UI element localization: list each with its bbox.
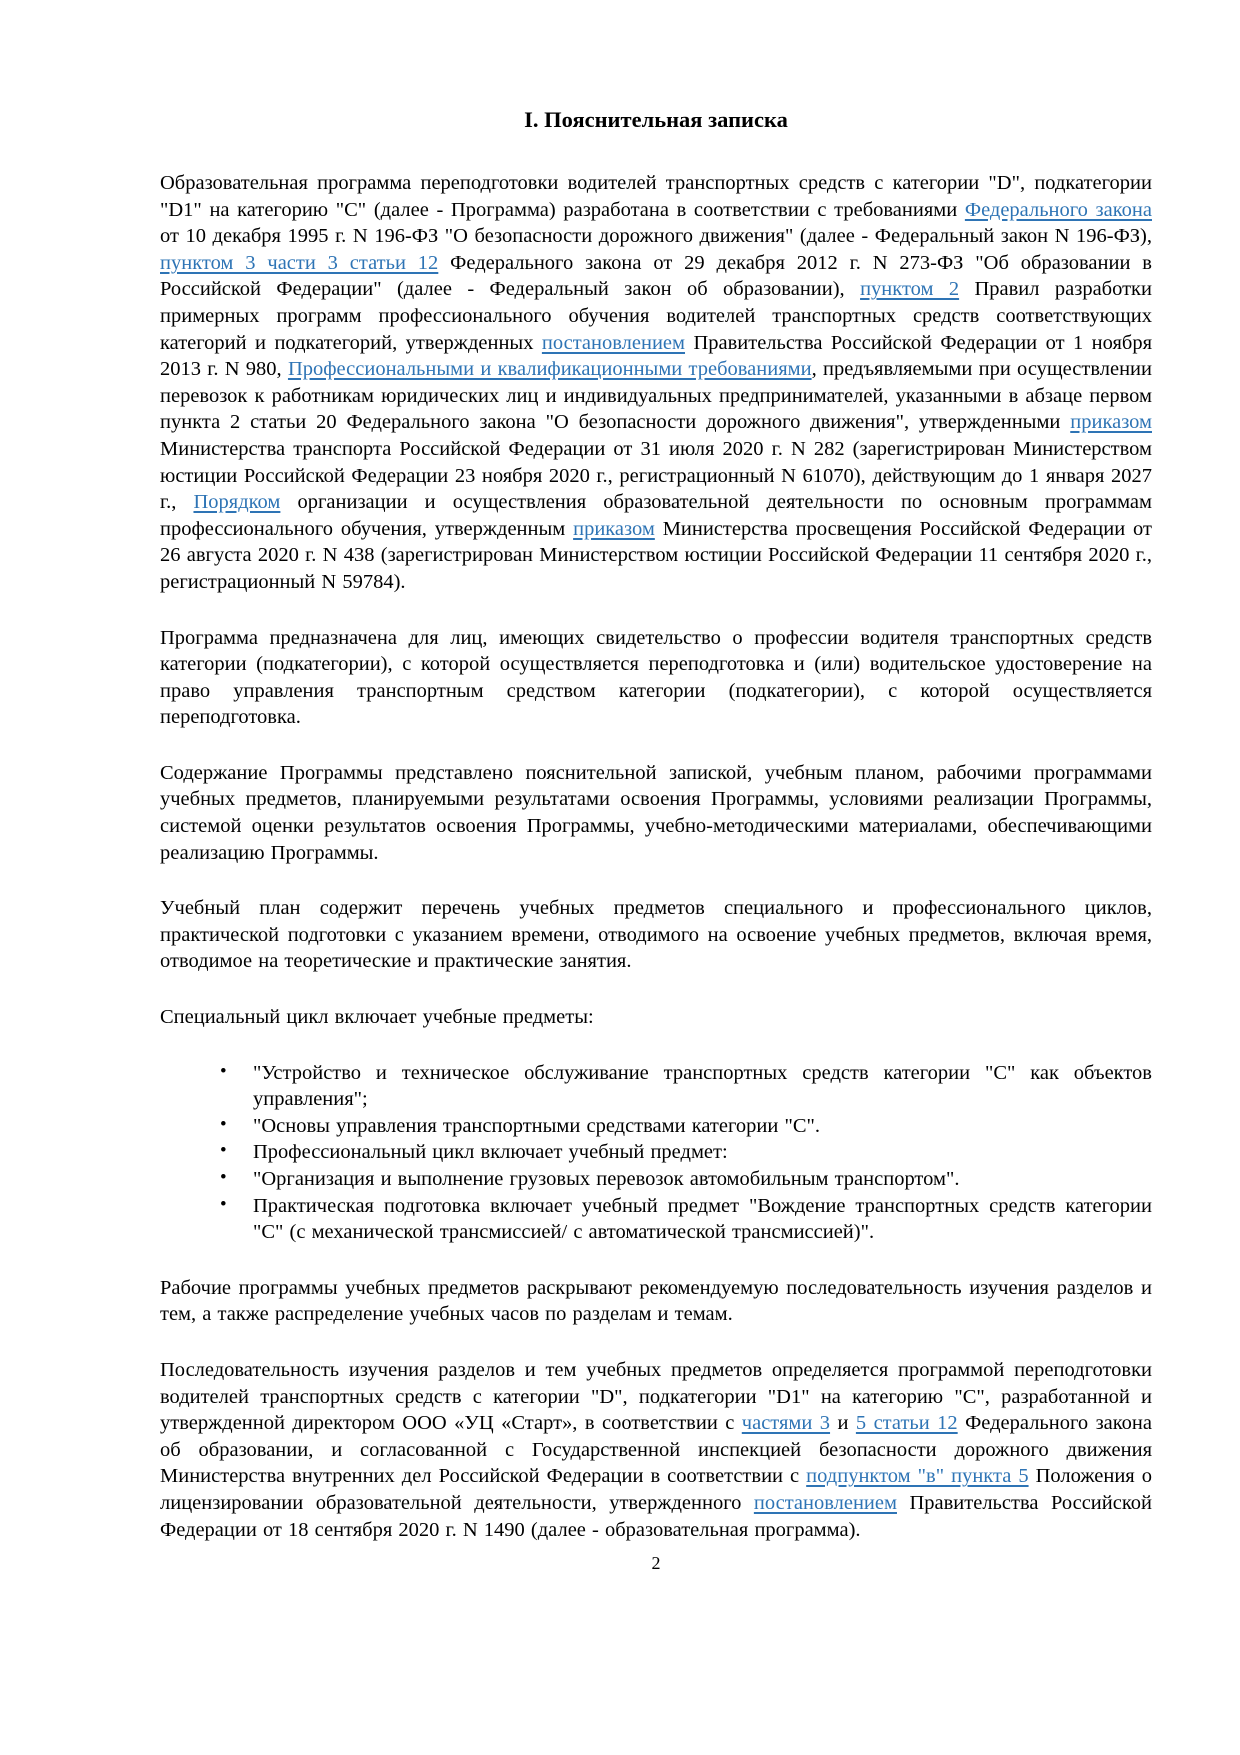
list-item	[220, 1166, 1152, 1193]
text-run: Федерального закона об образовании, и согласованной с Государственной инспекцией безопасности дорожного движения Министерства внутренних дел Российской Федерации в соответствии с	[160, 1412, 1153, 1488]
text-run: Правил разработки примерных программ профессионального обучения водителей транспортных средств соответствующих категорий и подкатегорий, утвержденных	[160, 278, 1152, 354]
paragraph-work-programs: Рабочие программы учебных предметов раскрывают рекомендуемую последовательность изучения разделов и тем, а также распределение учебных часов по разделам и темам.	[160, 1276, 1152, 1326]
paragraph-curriculum-plan: Учебный план содержит перечень учебных предметов специального и профессионального циклов, практической подготовки с указанием времени, отводимого на освоение учебных предметов, включая время, отводимое на теоретические и практические занятия.	[160, 897, 1152, 973]
text-run: Положения о лицензировании образовательной деятельности, утвержденного	[160, 1465, 1152, 1514]
inline-link[interactable]: приказом	[1070, 411, 1152, 434]
list-item-text: "Устройство и техническое обслуживание транспортных средств категории "С" как объектов управления";	[253, 1061, 1152, 1111]
list-item	[220, 1113, 1152, 1140]
inline-link[interactable]: постановлением	[541, 331, 686, 354]
list-item-text: "Основы управления транспортными средствами категории "С".	[253, 1114, 820, 1137]
inline-link[interactable]: Федерального закона	[964, 198, 1152, 221]
text-run: от 10 декабря 1995 г. N 196-ФЗ "О безопасности дорожного движения" (далее - Федеральный закон N 196-ФЗ),	[160, 225, 1152, 248]
text-run: Правительства Российской Федерации от 1 ноября 2013 г. N 980,	[160, 331, 1152, 381]
inline-link[interactable]: подпунктом "в" пункта 5	[806, 1465, 1029, 1488]
text-run: Правительства Российской Федерации от 18 сентября 2020 г. N 1490 (далее - образовательная программа).	[160, 1491, 1152, 1541]
list-item-text: Профессиональный цикл включает учебный предмет:	[253, 1141, 728, 1164]
inline-link[interactable]: 5 статьи 12	[855, 1412, 958, 1435]
list-item-text: Практическая подготовка включает учебный предмет "Вождение транспортных средств категории "С" (с механической трансмиссией/ с автоматической трансмиссией)".	[253, 1194, 1152, 1244]
bullet-icon: •	[220, 1140, 227, 1162]
paragraph-special-cycle-intro: Специальный цикл включает учебные предметы:	[160, 1006, 594, 1029]
inline-link[interactable]: постановлением	[753, 1491, 897, 1514]
inline-link[interactable]: пунктом 2	[860, 278, 960, 301]
inline-link[interactable]: Порядком	[193, 491, 281, 514]
text-run: , предъявляемыми при осуществлении перевозок к работникам юридических лиц и индивидуальных предпринимателей, указанными в абзаце первом пункта 2 статьи 20 Федерального закона "О безопасности дорожного движения", утвержденными	[160, 358, 1152, 434]
page-number: 2	[651, 1553, 661, 1574]
paragraph-legal-basis	[160, 170, 1152, 596]
bullet-icon: •	[220, 1193, 227, 1215]
text-run: Федерального закона от 29 декабря 2012 г. N 273-ФЗ "Об образовании в Российской Федерации" (далее - Федеральный закон об образовании),	[160, 251, 1152, 301]
list-item-text: "Организация и выполнение грузовых перевозок автомобильным транспортом".	[253, 1168, 960, 1190]
list-item	[220, 1139, 1152, 1166]
paragraph-program-content: Содержание Программы представлено пояснительной запиской, учебным планом, рабочими программами учебных предметов, планируемыми результатами освоения Программы, условиями реализации Программы, системой оценки результатов освоения Программы, учебно-методическими материалами, обеспечивающими реализацию Программы.	[160, 761, 1152, 864]
subjects-bullet-list	[160, 1060, 1152, 1246]
text-run: организации и осуществления образовательной деятельности по основным программам профессионального обучения, утвержденным	[160, 491, 1152, 540]
paragraph-program-purpose: Программа предназначена для лиц, имеющих свидетельство о профессии водителя транспортных средств категории (подкатегории), с которой осуществляется переподготовка и (или) водительское удостоверение на право управления транспортным средством категории (подкатегории), с которой осуществляется переподготовка.	[160, 626, 1152, 729]
text-run: Образовательная программа переподготовки водителей транспортных средств с категории "D", подкатегории "D1" на категорию "С" (далее - Программа) разработана в соответствии с требованиями	[160, 172, 1152, 221]
list-item	[220, 1060, 1152, 1113]
paragraph-study-sequence	[160, 1357, 1152, 1543]
text-run: Министерства транспорта Российской Федерации от 31 июля 2020 г. N 282 (зарегистрирован Министерством юстиции Российской Федерации 23 ноября 2020 г., регистрационный N 61070), действующим до 1 января 2027 г.,	[160, 437, 1152, 514]
bullet-icon: •	[220, 1167, 227, 1188]
inline-link[interactable]: пунктом 3 части 3 статьи 12	[160, 251, 439, 274]
bullet-icon: •	[220, 1060, 227, 1082]
inline-link[interactable]: приказом	[573, 517, 655, 540]
text-run: и	[830, 1412, 856, 1435]
section-title: I. Пояснительная записка	[524, 107, 788, 132]
list-item	[220, 1193, 1152, 1246]
inline-link[interactable]: частями 3	[741, 1412, 831, 1435]
text-run: Министерства просвещения Российской Федерации от 26 августа 2020 г. N 438 (зарегистрирован Министерством юстиции Российской Федерации 11 сентября 2020 г., регистрационный N 59784).	[160, 517, 1152, 593]
inline-link[interactable]: Профессиональными и квалификационными требованиями	[287, 358, 812, 381]
bullet-icon: •	[220, 1113, 227, 1135]
text-run: Последовательность изучения разделов и тем учебных предметов определяется программой переподготовки водителей транспортных средств с категории "D", подкатегории "D1" на категорию "С", разработанной и утвержденной директором ООО «УЦ «Старт», в соответствии с	[160, 1358, 1152, 1435]
